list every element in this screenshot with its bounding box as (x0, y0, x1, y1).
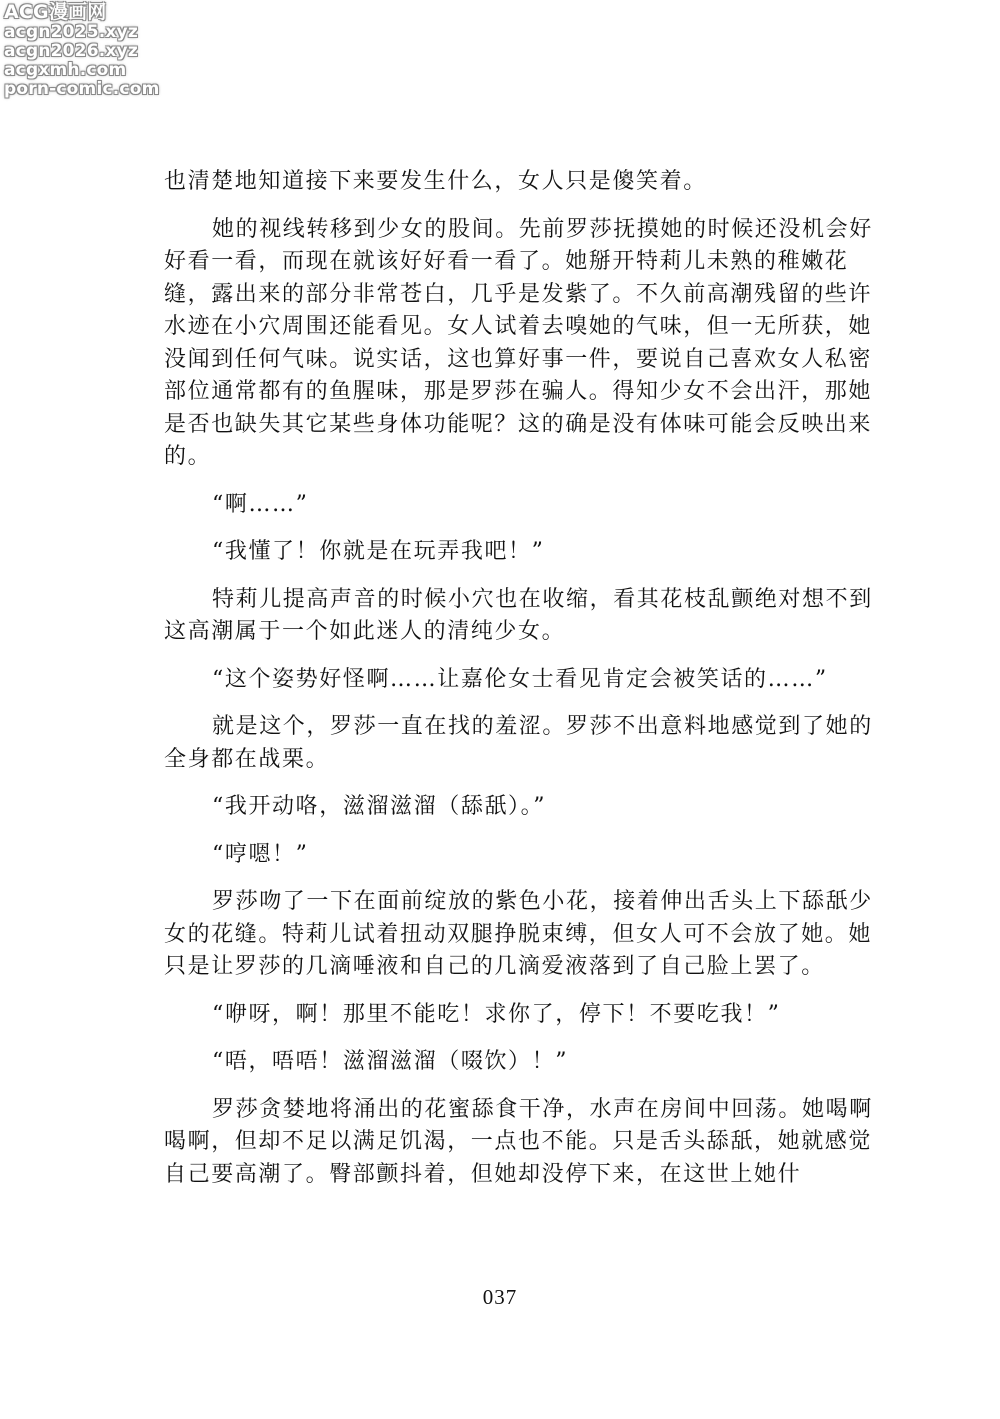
dialogue-line: “这个姿势好怪啊……让嘉伦女士看见肯定会被笑话的……” (212, 666, 828, 692)
dialogue-line: “哼嗯！” (212, 841, 309, 867)
paragraph: 罗莎贪婪地将涌出的花蜜舔食干净，水声在房间中回荡。她喝啊喝啊，但却不足以满足饥渴，一点也不能。只是舌头舔舐，她就感觉自己要高潮了。臀部颤抖着，但她却没停下来，在这世上她什 (164, 1096, 873, 1187)
dialogue-line: “啊……” (212, 491, 309, 517)
paragraph: 也清楚地知道接下来要发生什么，女人只是傻笑着。 (164, 169, 707, 194)
watermark-line-url-1: acgn2025.xyz (4, 22, 138, 42)
watermark-line-url-3: acgxmh.com (4, 60, 127, 80)
dialogue-line: “唔，唔唔！滋溜滋溜（啜饮）！” (212, 1049, 569, 1074)
watermark-line-site-name: ACG漫画网 (4, 1, 107, 23)
dialogue-line: “我开动咯，滋溜滋溜（舔舐）。” (212, 794, 547, 819)
paragraph: 就是这个，罗莎一直在找的羞涩。罗莎不出意料地感觉到了她的全身都在战栗。 (164, 714, 873, 772)
body-text (164, 166, 892, 1206)
paragraph: 她的视线转移到少女的股间。先前罗莎抚摸她的时候还没机会好好看一看，而现在就该好好看一看了。她掰开特莉儿未熟的稚嫩花缝，露出来的部分非常苍白，几乎是发紫了。不久前高潮残留的些许水迹在小穴周围还能看见。女人试着去嗅她的气味，但一无所获，她没闻到任何气味。说实话，这也算好事一件，要说自己喜欢女人私密部位通常都有的鱼腥味，那是罗莎在骗人。得知少女不会出汗，那她是否也缺失其它某些身体功能呢？这的确是没有体味可能会反映出来的。 (164, 216, 873, 469)
site-watermark (4, 1, 160, 99)
dialogue-line: “咿呀，啊！那里不能吃！求你了，停下！不要吃我！” (212, 1001, 781, 1027)
dialogue-line: “我懂了！你就是在玩弄我吧！” (212, 539, 545, 564)
page-number: 037 (482, 1285, 518, 1309)
watermark-line-url-2: acgn2026.xyz (4, 41, 138, 61)
paragraph: 罗莎吻了一下在面前绽放的紫色小花，接着伸出舌头上下舔舐少女的花缝。特莉儿试着扭动双腿挣脱束缚，但女人可不会放了她。她只是让罗莎的几滴唾液和自己的几滴爱液落到了自己脸上罢了。 (164, 889, 873, 979)
paragraph: 特莉儿提高声音的时候小穴也在收缩，看其花枝乱颤绝对想不到这高潮属于一个如此迷人的清纯少女。 (164, 586, 873, 644)
watermark-line-url-4: porn-comic.com (4, 79, 160, 99)
